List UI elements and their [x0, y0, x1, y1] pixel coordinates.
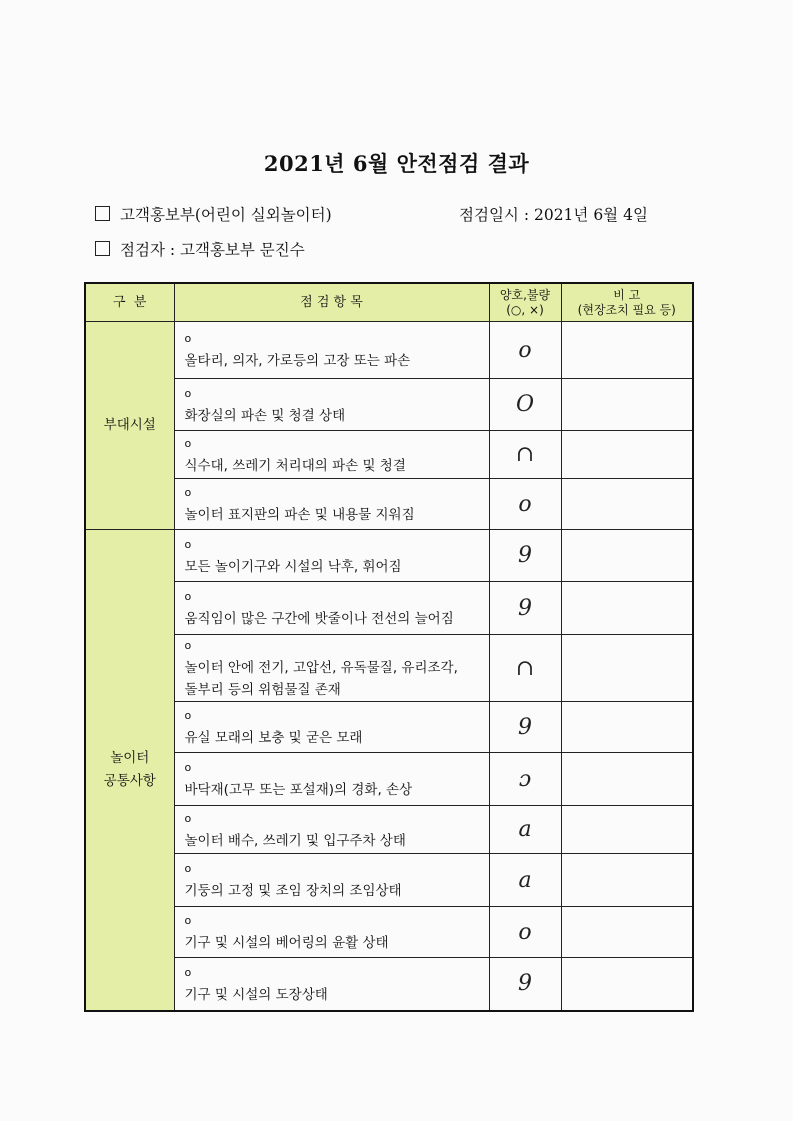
check-item-cell — [174, 806, 489, 854]
check-item-cell — [174, 753, 489, 806]
department-label: 고객홍보부(어린이 실외놀이터) — [120, 206, 332, 224]
bullet-icon: o — [184, 965, 192, 979]
result-mark: o — [489, 322, 561, 379]
bullet-icon: o — [184, 436, 192, 450]
check-item-cell — [174, 379, 489, 431]
check-item-text: 모든 놀이기구와 시설의 낙후, 휘어짐 — [184, 558, 402, 575]
bullet-icon: o — [184, 811, 192, 825]
bullet-icon: o — [184, 386, 192, 400]
table-row — [85, 958, 693, 1011]
table-row — [85, 322, 693, 379]
notes-cell — [561, 702, 693, 753]
notes-cell — [561, 582, 693, 635]
result-mark: 9 — [489, 702, 561, 753]
bullet-icon: o — [184, 639, 192, 652]
result-mark: o — [489, 907, 561, 958]
notes-cell — [561, 907, 693, 958]
header-category: 구 분 — [85, 283, 174, 322]
check-item-text: 식수대, 쓰레기 처리대의 파손 및 청결 — [184, 457, 406, 474]
bullet-icon: o — [184, 590, 192, 603]
check-item-cell — [174, 854, 489, 907]
bullet-icon: o — [184, 914, 192, 927]
result-mark: O — [489, 379, 561, 431]
checkbox-icon — [95, 206, 110, 221]
table-row — [85, 806, 693, 854]
check-item-text: 놀이터 안에 전기, 고압선, 유독물질, 유리조각, 돌부리 등의 위험물질 존재 — [184, 660, 458, 698]
category-cell: 부대시설 — [85, 322, 174, 530]
bullet-icon: o — [184, 761, 192, 774]
result-mark: a — [489, 854, 561, 907]
table-row — [85, 379, 693, 431]
check-item-text: 놀이터 배수, 쓰레기 및 입구주차 상태 — [184, 832, 406, 849]
checkbox-icon — [95, 241, 110, 256]
bullet-icon: o — [184, 862, 192, 875]
inspection-table — [84, 282, 694, 1012]
check-item-text: 움직임이 많은 구간에 밧줄이나 전선의 늘어짐 — [184, 611, 454, 627]
table-row — [85, 854, 693, 907]
bullet-icon: o — [184, 709, 192, 722]
check-item-text: 화장실의 파손 및 청결 상태 — [184, 407, 346, 424]
notes-cell — [561, 753, 693, 806]
result-mark: 9 — [489, 582, 561, 635]
check-item-text: 기구 및 시설의 베어링의 윤활 상태 — [184, 935, 389, 951]
check-item-cell — [174, 431, 489, 479]
result-mark: ∩ — [489, 431, 561, 479]
bullet-icon: o — [184, 486, 192, 499]
notes-cell — [561, 806, 693, 854]
check-item-cell — [174, 635, 489, 702]
check-item-text: 기둥의 고정 및 조임 장치의 조임상태 — [184, 883, 402, 899]
notes-cell — [561, 479, 693, 530]
check-item-cell — [174, 958, 489, 1011]
check-item-cell — [174, 582, 489, 635]
result-mark: a — [489, 806, 561, 854]
check-item-cell — [174, 479, 489, 530]
check-item-cell — [174, 702, 489, 753]
table-row — [85, 582, 693, 635]
notes-cell — [561, 379, 693, 431]
result-mark: 9 — [489, 958, 561, 1011]
check-item-cell — [174, 530, 489, 582]
inspection-date: 점검일시 : 2021년 6월 4일 — [459, 206, 648, 224]
category-cell: 놀이터 공통사항 — [85, 530, 174, 1011]
check-item-cell — [174, 907, 489, 958]
notes-cell — [561, 958, 693, 1011]
header-items: 점 검 항 목 — [174, 283, 489, 322]
check-item-text: 바닥재(고무 또는 포설재)의 경화, 손상 — [184, 782, 413, 798]
table-row — [85, 530, 693, 582]
bullet-icon: o — [184, 332, 192, 345]
result-mark: o — [489, 479, 561, 530]
result-mark: ∩ — [489, 635, 561, 702]
notes-cell — [561, 530, 693, 582]
notes-cell — [561, 635, 693, 702]
header-result: 양호,불량 (○, ×) — [489, 283, 561, 322]
check-item-text: 유실 모래의 보충 및 굳은 모래 — [184, 730, 363, 746]
notes-cell — [561, 322, 693, 379]
table-row — [85, 479, 693, 530]
bullet-icon: o — [184, 537, 192, 551]
table-row — [85, 431, 693, 479]
header-notes: 비 고 (현장조치 필요 등) — [561, 283, 693, 322]
check-item-text: 놀이터 표지판의 파손 및 내용물 지워짐 — [184, 507, 415, 523]
notes-cell — [561, 431, 693, 479]
notes-cell — [561, 854, 693, 907]
check-item-text: 기구 및 시설의 도장상태 — [184, 986, 328, 1003]
table-row — [85, 753, 693, 806]
table-row — [85, 907, 693, 958]
inspector-label: 점검자 : 고객홍보부 문진수 — [120, 241, 305, 259]
inspector-line — [95, 238, 305, 260]
result-mark: ɔ — [489, 753, 561, 806]
table-row — [85, 702, 693, 753]
department-line — [95, 203, 332, 225]
table-row — [85, 635, 693, 702]
result-mark: 9 — [489, 530, 561, 582]
check-item-cell — [174, 322, 489, 379]
page-title: 2021년 6월 안전점검 결과 — [263, 151, 530, 176]
check-item-text: 올타리, 의자, 가로등의 고장 또는 파손 — [184, 353, 411, 369]
